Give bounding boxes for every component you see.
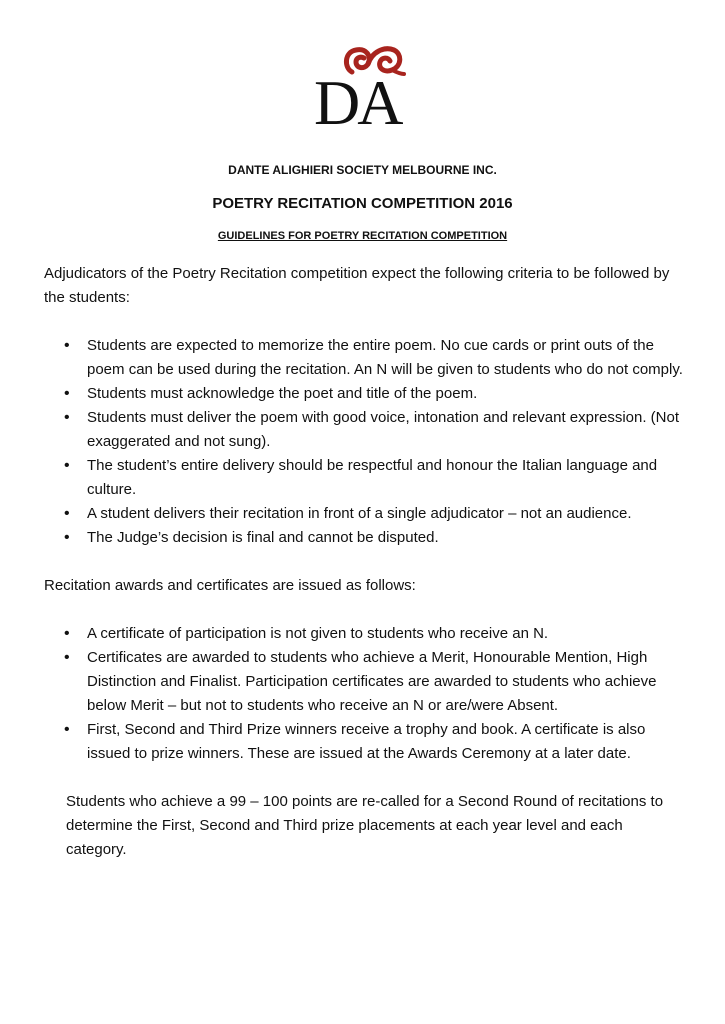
criteria-item: • Students must deliver the poem with good voice, intonation and relevant expression. (Not exaggerated and not sung). [44, 406, 684, 454]
criteria-item: • Students must acknowledge the poet and title of the poem. [44, 382, 684, 406]
criteria-list [44, 334, 684, 550]
awards-item: • First, Second and Third Prize winners receive a trophy and book. A certificate is also issued to prize winners. These are issued at the Awards Ceremony at a later date. [44, 718, 684, 766]
society-logo [314, 42, 410, 138]
document-title: POETRY RECITATION COMPETITION 2016 [212, 195, 513, 212]
awards-item: • A certificate of participation is not given to students who receive an N. [44, 622, 684, 646]
criteria-item: • The student’s entire delivery should be respectful and honour the Italian language and culture. [44, 454, 684, 502]
awards-item: • Certificates are awarded to students who achieve a Merit, Honourable Mention, High Distinction and Finalist. Participation certificates are awarded to students who achieve below Merit – but not to students who receive an N or are/were Absent. [44, 646, 684, 718]
criteria-item: • A student delivers their recitation in front of a single adjudicator – not an audience. [44, 502, 684, 526]
organization-name: DANTE ALIGHIERI SOCIETY MELBOURNE INC. [228, 163, 497, 177]
closing-paragraph: Students who achieve a 99 – 100 points are re-called for a Second Round of recitations to determine the First, Second and Third prize placements at each year level and each category. [66, 793, 664, 858]
document-subtitle: GUIDELINES FOR POETRY RECITATION COMPETITION [217, 230, 508, 242]
criteria-item: • The Judge’s decision is final and cannot be disputed. [44, 526, 684, 550]
logo-text: DA [314, 67, 401, 138]
criteria-intro: Adjudicators of the Poetry Recitation competition expect the following criteria to be followed by the students: [44, 265, 670, 306]
awards-list [44, 622, 684, 766]
awards-intro: Recitation awards and certificates are issued as follows: [44, 577, 416, 594]
document-body [44, 262, 684, 862]
criteria-item: • Students are expected to memorize the entire poem. No cue cards or print outs of the poem can be used during the recitation. An N will be given to students who do not comply. [44, 334, 684, 382]
